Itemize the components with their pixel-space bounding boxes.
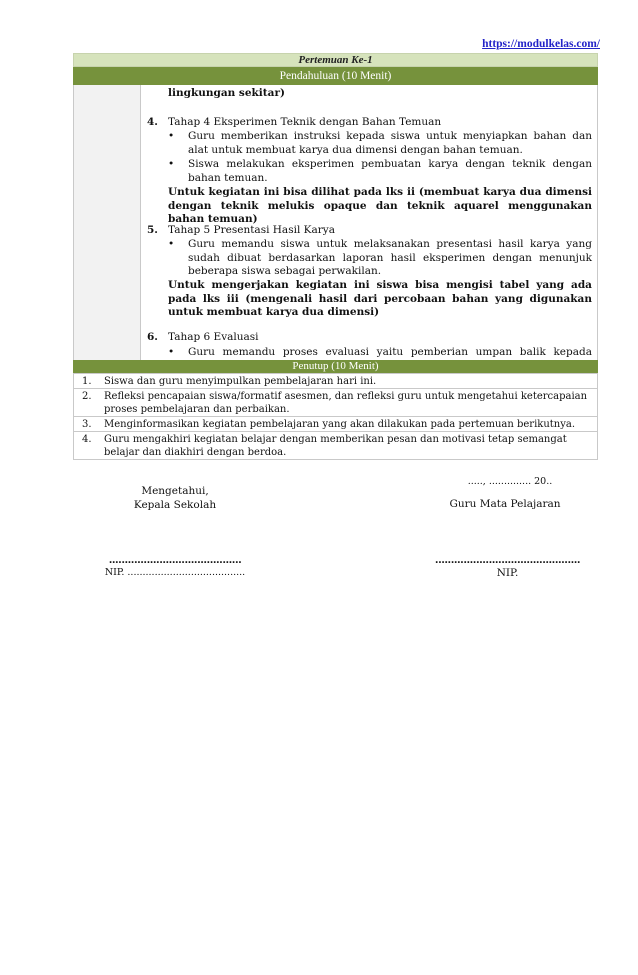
step-title: Tahap 6 Evaluasi	[168, 331, 259, 343]
penutup-header	[73, 360, 598, 373]
step-title: Tahap 4 Eksperimen Teknik dengan Bahan Temuan	[168, 116, 442, 128]
row-text: Refleksi pencapaian siswa/formatif asesmen, dan refleksi guru untuk mengetahui ketercapaian proses pembelajaran dan perbaikan.	[104, 391, 588, 415]
bullet-text: Guru memandu proses evaluasi yaitu pemberian umpan balik kepada	[188, 346, 592, 358]
step-6	[147, 331, 592, 359]
penutup-table	[73, 373, 598, 460]
pendahuluan-content	[73, 85, 598, 360]
row-number: 4.	[82, 434, 92, 445]
row-text: Siswa dan guru menyimpulkan pembelajaran hari ini.	[104, 376, 377, 387]
header-url-link[interactable]: https://modulkelas.com/	[482, 38, 600, 50]
date-line: ....., .............. 20..	[467, 476, 553, 487]
list-item	[168, 238, 592, 278]
table-row	[74, 431, 597, 459]
bullet-text: Siswa melakukan eksperimen pembuatan karya dengan teknik dengan bahan temuan.	[188, 158, 592, 184]
bullet-icon: •	[168, 158, 175, 170]
row-number: 3.	[82, 419, 92, 430]
pendahuluan-title: Pendahuluan (10 Menit)	[279, 70, 392, 82]
table-row	[74, 388, 597, 416]
bullet-text: Guru memberikan instruksi kepada siswa untuk menyiapkan bahan dan alat untuk membuat karya dua dimensi dengan bahan temuan.	[188, 130, 592, 156]
step-note: Untuk kegiatan ini bisa dilihat pada lks ii (membuat karya dua dimensi dengan teknik melukis opaque dan teknik aquarel menggunakan bahan temuan)	[168, 186, 592, 225]
step-number: 6.	[147, 331, 158, 343]
step-note: Untuk mengerjakan kegiatan ini siswa bisa mengisi tabel yang ada pada lks iii (mengenali hasil dari percobaan bahan yang digunakan untuk membuat karya dua dimensi)	[168, 279, 592, 318]
row-text: Menginformasikan kegiatan pembelajaran yang akan dilakukan pada pertemuan berikutnya.	[104, 419, 576, 430]
left-signature-name: ..........................................	[108, 554, 242, 566]
left-nip: NIP. .......................................	[104, 567, 246, 578]
meeting-title-bar	[73, 53, 598, 67]
bullet-icon: •	[168, 130, 175, 142]
step-4	[147, 116, 592, 225]
bullet-icon: •	[168, 346, 175, 358]
penutup-title: Penutup (10 Menit)	[292, 360, 379, 372]
right-signature-line1: Guru Mata Pelajaran	[449, 498, 561, 510]
row-number: 2.	[82, 391, 92, 402]
list-item	[168, 346, 592, 360]
bullet-icon: •	[168, 238, 175, 250]
step-number: 5.	[147, 224, 158, 236]
left-signature-line2: Kepala Sekolah	[133, 499, 217, 511]
step-5	[147, 224, 592, 324]
step-number: 4.	[147, 116, 158, 128]
pendahuluan-header	[73, 67, 598, 85]
row-number: 1.	[82, 376, 92, 387]
table-row	[74, 416, 597, 431]
row-text: Guru mengakhiri kegiatan belajar dengan memberikan pesan dan motivasi tetap semangat belajar dan diakhiri dengan berdoa.	[104, 434, 567, 458]
right-signature-name: ..............................................	[434, 554, 581, 566]
continued-text: lingkungan sekitar)	[168, 87, 285, 99]
meeting-title: Pertemuan Ke-1	[298, 54, 373, 66]
table-row	[74, 373, 597, 388]
right-nip: NIP.	[496, 567, 519, 579]
list-item	[168, 158, 592, 185]
left-signature-line1: Mengetahui,	[141, 485, 209, 497]
pendahuluan-left-column	[74, 85, 141, 360]
step-title: Tahap 5 Presentasi Hasil Karya	[168, 224, 335, 236]
bullet-text: Guru memandu siswa untuk melaksanakan presentasi hasil karya yang sudah dibuat berdasarkan laporan hasil eksperimen dengan menunjuk beberapa siswa sebagai perwakilan.	[188, 238, 592, 277]
list-item	[168, 130, 592, 157]
